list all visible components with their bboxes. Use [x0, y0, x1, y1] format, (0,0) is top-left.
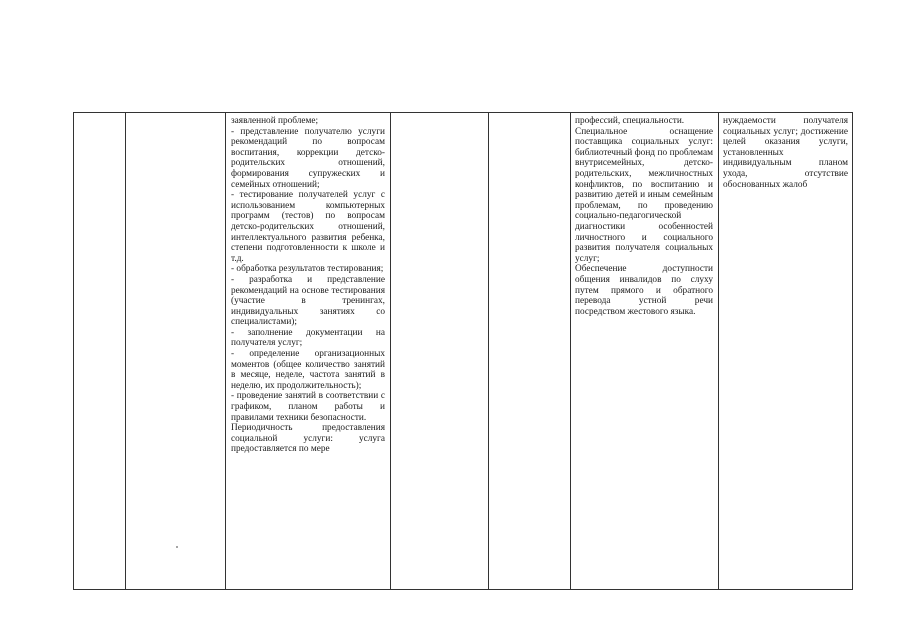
table-column-border — [125, 113, 126, 589]
scan-speck — [176, 546, 178, 548]
table-cell-text: профессий, специальности. — [575, 116, 685, 126]
table-cell-text: - обработка результатов тестирования; — [231, 264, 384, 275]
table-cell-text: Обеспечение доступности общения инвалидов по слуху путем прямого и обратного перевода устной речи посредством жестового языка. — [575, 264, 713, 317]
table-column-border — [73, 113, 74, 589]
table-column-border — [718, 113, 719, 589]
table-column-border — [488, 113, 489, 589]
table-cell-text: - заполнение документации на получателя услуг; — [231, 327, 385, 349]
table-column-border — [225, 113, 226, 589]
table-cell-text: нуждаемости получателя социальных услуг; достижение целей оказания услуги, установленных индивидуальным планом ухода, отсутствие обоснованных жалоб — [723, 116, 848, 190]
table-cell-text: - тестирование получателей услуг с использованием компьютерных программ (тестов) по вопросам детско-родительских отношений, интеллектуального развития ребенка, степени подготовленности к школе и т.д. — [231, 190, 385, 264]
table-cell-text: Специальное оснащение поставщика социальных услуг: библиотечный фонд по проблемам внутрисемейных, детско-родительских, межличностных конфликтов, по воспитанию и развитию детей и иным семейным проблемам, по проведению социально-педагогической диагностики особенностей личностного и социального развития получателя социальных услуг; — [575, 126, 713, 264]
services-description-cell — [231, 116, 385, 586]
table-cell-text: Периодичность предоставления социальной услуги: услуга предоставляется по мере — [231, 423, 385, 455]
table-column-border — [570, 113, 571, 589]
table-cell-text: - представление получателю услуги рекомендаций по вопросам воспитания, коррекции детско-родительских отношений, формирования супружеских и семейных отношений; — [231, 126, 385, 190]
table-cell-text: - разработка и представление рекомендаций на основе тестирования (участие в тренингах, индивидуальных занятиях со специалистами); — [231, 274, 385, 328]
conditions-cell — [575, 116, 713, 586]
table-cell-text: - определение организационных моментов (общее количество занятий в месяце, неделе, частота занятий в неделю, их продолжительность); — [231, 349, 385, 391]
services-table — [73, 112, 853, 590]
table-column-border — [852, 113, 853, 589]
table-cell-text: - проведение занятий в соответствии с графиком, планом работы и правилами техники безопасности. — [231, 391, 385, 423]
table-column-border — [390, 113, 391, 589]
evaluation-cell — [723, 116, 848, 586]
table-cell-text: заявленной проблеме; — [231, 116, 319, 126]
